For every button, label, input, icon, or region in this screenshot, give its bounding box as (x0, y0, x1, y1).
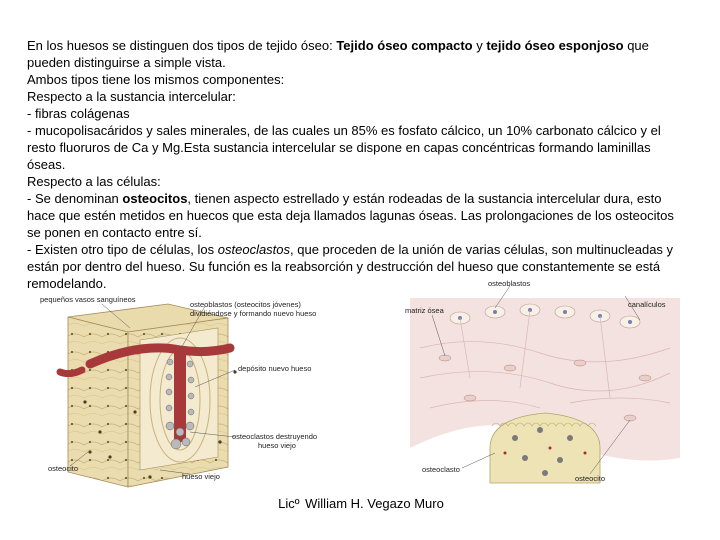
label-osteoblastos-r: osteoblastos (488, 279, 531, 288)
author-prefix: Licº (278, 496, 300, 511)
label-dividiendose: dividiéndose y formando nuevo hueso (190, 309, 317, 318)
label-osteoclasto: osteoclasto (422, 465, 460, 474)
heading-celulas: Respecto a las células: (27, 174, 161, 189)
label-osteocito-r: osteocito (575, 474, 606, 483)
label-osteocito: osteocito (48, 464, 79, 473)
label-vasos: pequeños vasos sanguíneos (40, 295, 136, 304)
label-osteoclastos: osteoclastos destruyendo (232, 432, 318, 441)
label-hueso-viejo-2: hueso viejo (182, 472, 220, 481)
label-hueso-viejo-1: hueso viejo (258, 441, 296, 450)
bone-tissue-illustration (400, 278, 700, 490)
bone-block-figure (30, 292, 350, 492)
label-deposito: depósito nuevo hueso (238, 364, 312, 373)
main-text (27, 37, 691, 292)
item-mucopolisacaridos: - mucopolisacáridos y sales minerales, de las cuales un 85% es fosfato cálcico, un 10% carbonato cálcico y el resto fluoruros de Ca y Mg.Esta sustancia intercelular se dispone en capas concéntricas formando laminillas óseas. (27, 123, 661, 172)
item-osteocitos: - Se denominan osteocitos, tienen aspecto estrellado y están rodeadas de la sustancia intercelular dura, esto hace que estén metidos en huecos que esta deja llamados lagunas óseas. Las prolongaciones de los osteocitos se ponen en contacto entre sí. (27, 191, 674, 240)
author-credit (0, 496, 720, 511)
item-fibras: - fibras colágenas (27, 106, 130, 121)
item-osteoclastos: - Existen otro tipo de células, los osteoclastos, que proceden de la unión de varias células, son multinucleadas y están por dentro del hueso. Su función es la reabsorción y destrucción del hueso que constantemente se está remodelando. (27, 242, 674, 291)
label-canaliculos: canalículos (628, 300, 666, 309)
heading-sustancia: Respecto a la sustancia intercelular: (27, 89, 236, 104)
label-osteoblastos: osteoblastos (osteocitos jóvenes) (190, 300, 301, 309)
author-name: William H. Vegazo Muro (305, 496, 444, 511)
label-matriz: matriz ósea (405, 306, 444, 315)
paragraph-components: Ambos tipos tiene los mismos componentes: (27, 72, 285, 87)
bone-block-illustration (30, 292, 350, 492)
bone-tissue-figure (400, 278, 700, 490)
paragraph-intro: En los huesos se distinguen dos tipos de tejido óseo: Tejido óseo compacto y tejido óseo esponjoso que pueden distinguirse a simple vista. (27, 38, 649, 70)
